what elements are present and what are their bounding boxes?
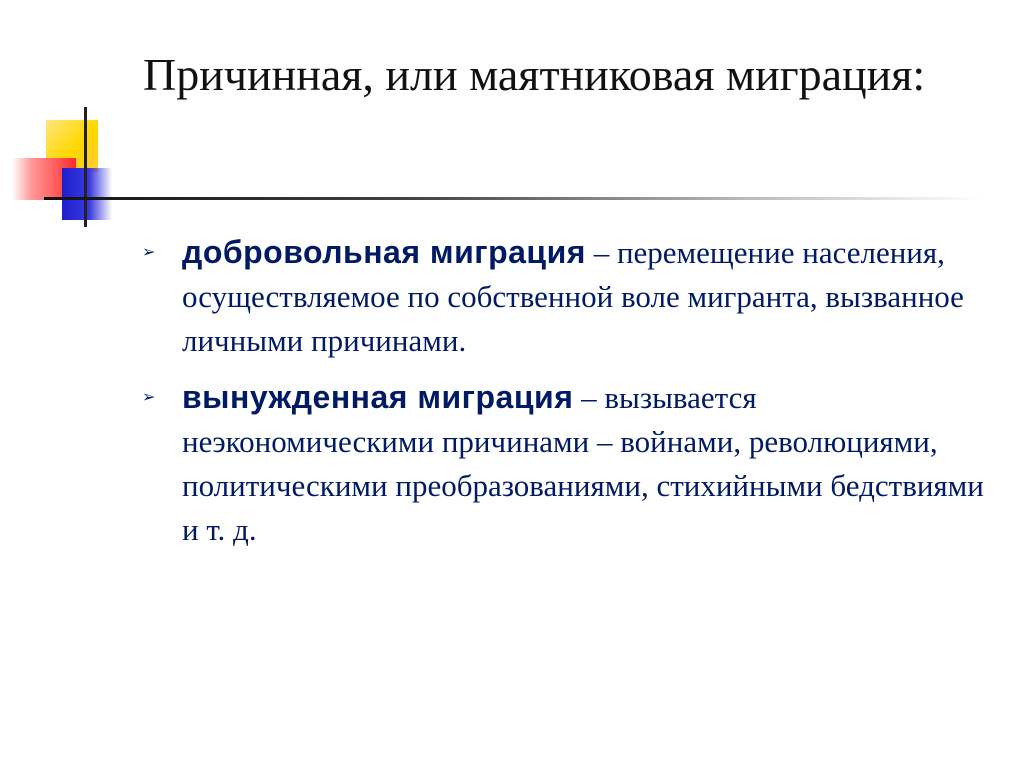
bullet-term: добровольная миграция: [182, 234, 586, 270]
arrow-bullet-icon: ➢: [142, 242, 156, 261]
bullet-item-forced-migration: [140, 375, 1000, 552]
arrow-bullet-icon: ➢: [142, 387, 156, 406]
bullet-item-voluntary-migration: [140, 230, 1000, 363]
slide-title: Причинная, или маятниковая миграция:: [143, 49, 926, 100]
bullet-text: – вызывается неэкономическими причинами – войнами, революциями, политическими преобразованиями, стихийными бедствиями и т. д.: [182, 380, 984, 547]
title-underline: [44, 197, 984, 200]
bullet-term: вынужденная миграция: [182, 379, 574, 415]
bullet-text: – перемещение населения, осуществляемое по собственной воле мигранта, вызванное личными причинами.: [182, 235, 964, 358]
decorative-blue-square: [62, 168, 112, 220]
bullet-list: [140, 230, 1000, 552]
decorative-vertical-line: [84, 107, 87, 227]
